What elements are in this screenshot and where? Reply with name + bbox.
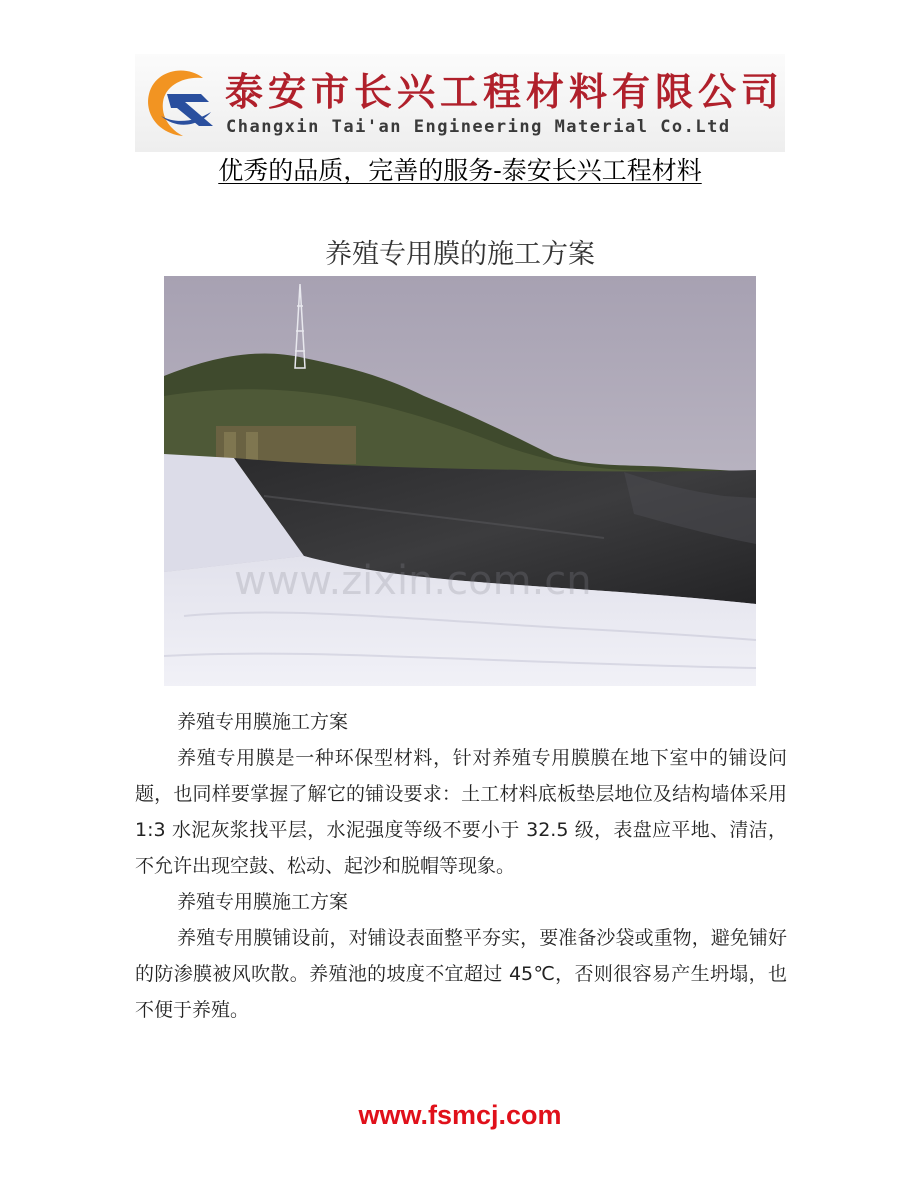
- company-name-en: Changxin Tai'an Engineering Material Co.Ltd: [226, 117, 731, 137]
- company-banner: [135, 54, 785, 152]
- article-title: 养殖专用膜的施工方案: [325, 239, 595, 270]
- footer-url-link[interactable]: www.fsmcj.com: [358, 1100, 562, 1130]
- company-logo-icon: [141, 64, 225, 142]
- article-body: [135, 704, 787, 1028]
- company-name-cn: 泰安市长兴工程材料有限公司: [225, 70, 785, 114]
- article-paragraph-1: 养殖专用膜施工方案: [177, 711, 349, 733]
- membrane-construction-photo: [164, 276, 756, 686]
- article-paragraph-3: 养殖专用膜施工方案: [177, 891, 349, 913]
- slogan: [0, 153, 920, 189]
- photo-watermark: www.zixin.com.cn: [234, 558, 592, 604]
- article-paragraph-2: 养殖专用膜是一种环保型材料，针对养殖专用膜膜在地下室中的铺设问题，也同样要掌握了解它的铺设要求：土工材料底板垫层地位及结构墙体采用 1:3 水泥灰浆找平层，水泥强度等级不要小于 32.5 级，表盘应平地、清洁，不允许出现空鼓、松动、起沙和脱帽等现象。: [135, 747, 787, 877]
- slogan-text: 优秀的品质，完善的服务-泰安长兴工程材料: [218, 156, 702, 185]
- article-paragraph-4: 养殖专用膜铺设前，对铺设表面整平夯实，要准备沙袋或重物，避免铺好的防渗膜被风吹散。养殖池的坡度不宜超过 45℃，否则很容易产生坍塌，也不便于养殖。: [135, 927, 787, 1021]
